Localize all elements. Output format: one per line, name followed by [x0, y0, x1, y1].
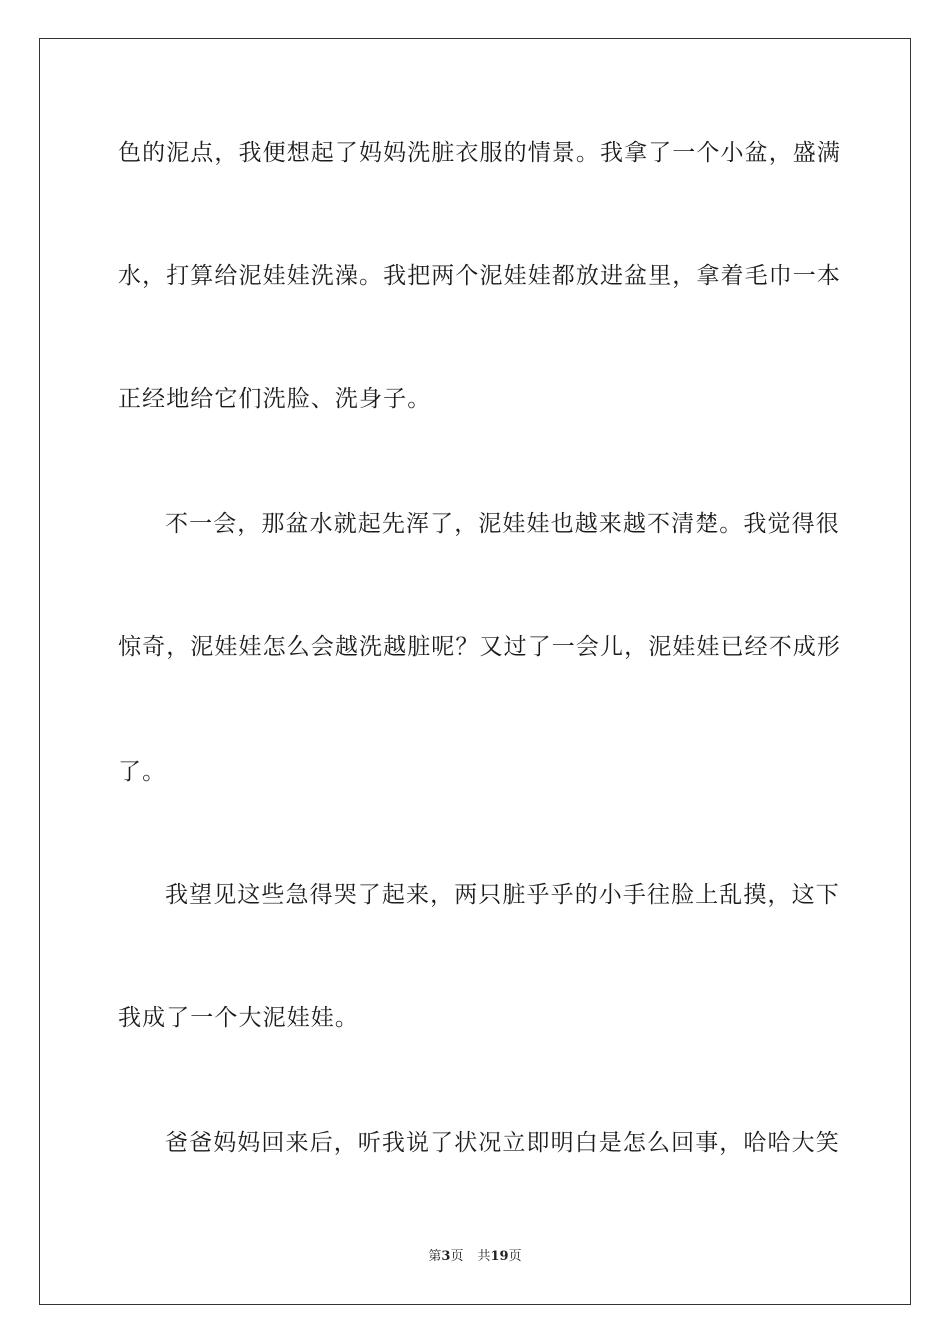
footer-total-pages: 19 — [490, 1249, 509, 1264]
footer-page-suffix: 页 — [450, 1249, 464, 1264]
text-line-8: 我成了一个大泥娃娃。 — [118, 1005, 359, 1031]
footer-total-prefix: 共 — [477, 1249, 491, 1264]
text-line-3: 正经地给它们洗脸、洗身子。 — [118, 386, 432, 412]
text-line-9: 爸爸妈妈回来后，听我说了状况立即明白是怎么回事，哈哈大笑 — [165, 1130, 840, 1156]
text-line-5: 惊奇，泥娃娃怎么会越洗越脏呢？又过了一会儿，泥娃娃已经不成形 — [118, 634, 841, 660]
footer-page-prefix: 第 — [428, 1249, 442, 1264]
text-line-2: 水，打算给泥娃娃洗澡。我把两个泥娃娃都放进盆里，拿着毛巾一本 — [118, 263, 841, 289]
footer-total-suffix: 页 — [508, 1249, 522, 1264]
footer-page-number: 3 — [441, 1249, 451, 1264]
page-footer — [0, 1248, 950, 1266]
text-line-6: 了。 — [118, 759, 167, 785]
page-border — [39, 38, 911, 1305]
text-line-7: 我望见这些急得哭了起来，两只脏乎乎的小手往脸上乱摸，这下 — [165, 882, 840, 908]
text-line-4: 不一会，那盆水就起先浑了，泥娃娃也越来越不清楚。我觉得很 — [165, 511, 840, 537]
text-line-1: 色的泥点，我便想起了妈妈洗脏衣服的情景。我拿了一个小盆，盛满 — [118, 140, 841, 166]
